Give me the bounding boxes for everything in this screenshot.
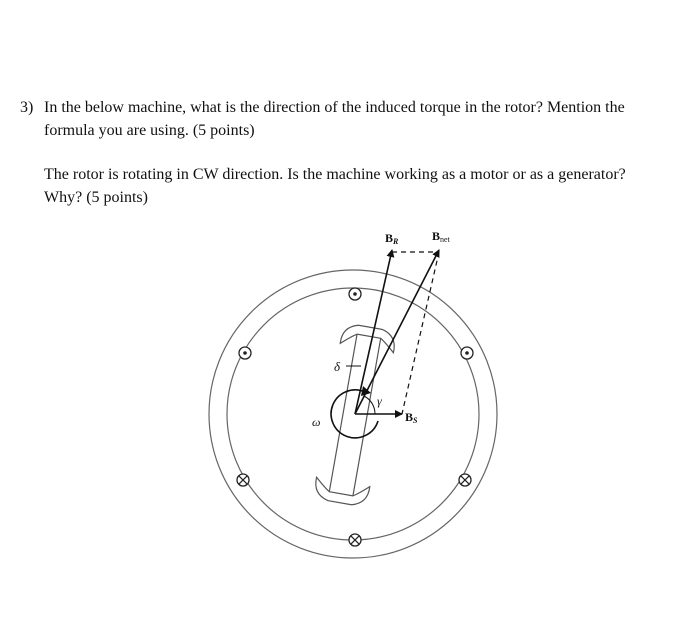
conductor-dot-right: [461, 347, 473, 359]
dashed-side: [402, 252, 439, 414]
question-text-line2: formula you are using. (5 points): [44, 122, 255, 139]
question-text-line1: In the below machine, what is the direction of the induced torque in the rotor? Mention the: [44, 99, 625, 116]
omega-label: ω: [312, 415, 321, 429]
omega-arrowhead: [361, 386, 371, 396]
conductor-dot-left: [239, 347, 251, 359]
stator-outer-ring: [209, 270, 497, 558]
question-number: 3): [20, 99, 34, 116]
rotor: [313, 323, 397, 508]
delta-label: δ: [334, 359, 341, 374]
br-label: BR: [385, 231, 399, 246]
bnet-label: Bnet: [432, 229, 450, 244]
question-para2-line1: The rotor is rotating in CW direction. Is the machine working as a motor or as a generator?: [44, 166, 626, 183]
conductor-cross-right: [459, 474, 471, 486]
question-para2-line2: Why? (5 points): [44, 189, 148, 206]
conductor-cross-left: [237, 474, 249, 486]
bs-label: BS: [405, 410, 418, 425]
gamma-label: γ: [377, 394, 382, 408]
conductor-dot-top: [349, 288, 361, 300]
conductor-cross-bottom: [349, 534, 361, 546]
